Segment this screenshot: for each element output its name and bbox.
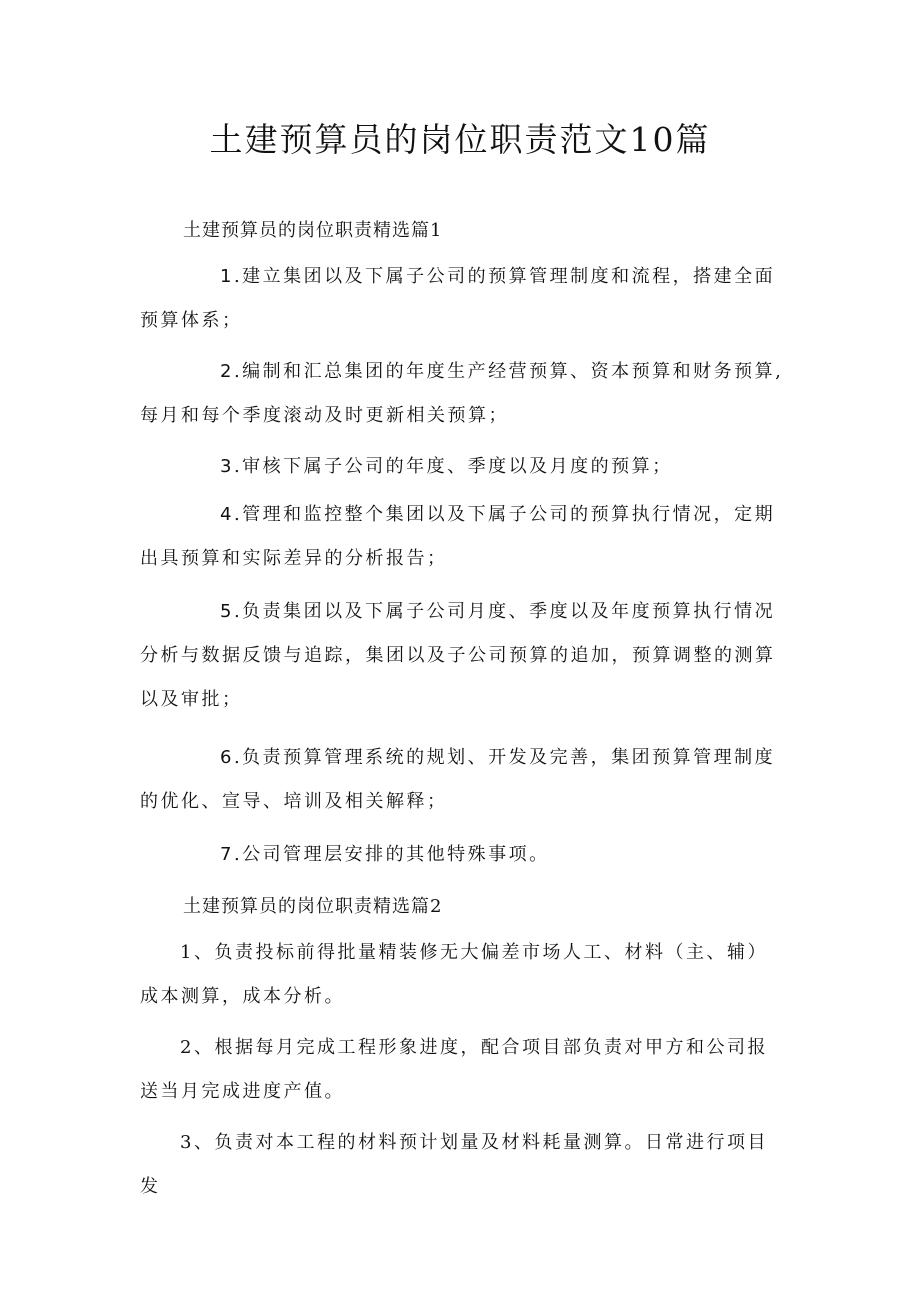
item-number: 1: [220, 266, 234, 287]
item-text: .编制和汇总集团的年度生产经营预算、资本预算和财务预算,每月和每个季度滚动及时更新相关预算；: [140, 361, 784, 426]
list-item: [140, 350, 785, 438]
item-text: .负责预算管理系统的规划、开发及完善，集团预算管理制度的优化、宣导、培训及相关解释；: [140, 747, 776, 812]
list-item: [140, 736, 785, 824]
list-item: [140, 493, 785, 581]
item-text: .公司管理层安排的其他特殊事项。: [233, 844, 550, 865]
item-text: .审核下属子公司的年度、季度以及月度的预算；: [233, 456, 673, 477]
item-number: 3: [220, 456, 234, 477]
item-number: 6: [220, 747, 234, 768]
document-title: 土建预算员的岗位职责范文10篇: [209, 120, 711, 159]
item-text: .负责集团以及下属子公司月度、季度以及年度预算执行情况分析与数据反馈与追踪，集团以及子公司预算的追加，预算调整的测算以及审批；: [140, 601, 776, 710]
item-number: 5: [220, 601, 234, 622]
list-item: 3、负责对本工程的材料预计划量及材料耗量测算。日常进行项目发: [140, 1132, 768, 1197]
item-text: .管理和监控整个集团以及下属子公司的预算执行情况，定期出具预算和实际差异的分析报告；: [140, 504, 776, 569]
item-text: .建立集团以及下属子公司的预算管理制度和流程，搭建全面预算体系；: [140, 266, 776, 331]
item-number: 2: [220, 361, 234, 382]
section-heading-2: 土建预算员的岗位职责精选篇2: [183, 896, 443, 917]
item-number: 7: [220, 844, 234, 865]
list-item: 1、负责投标前得批量精装修无大偏差市场人工、材料（主、辅）成本测算，成本分析。: [140, 942, 768, 1007]
list-item: [140, 445, 785, 489]
section-heading-1: 土建预算员的岗位职责精选篇1: [183, 220, 443, 241]
list-item: 2、根据每月完成工程形象进度，配合项目部负责对甲方和公司报送当月完成进度产值。: [140, 1037, 768, 1102]
list-item: [140, 590, 785, 722]
item-number: 4: [220, 504, 234, 525]
list-item: [140, 833, 785, 877]
list-item: [140, 255, 785, 343]
